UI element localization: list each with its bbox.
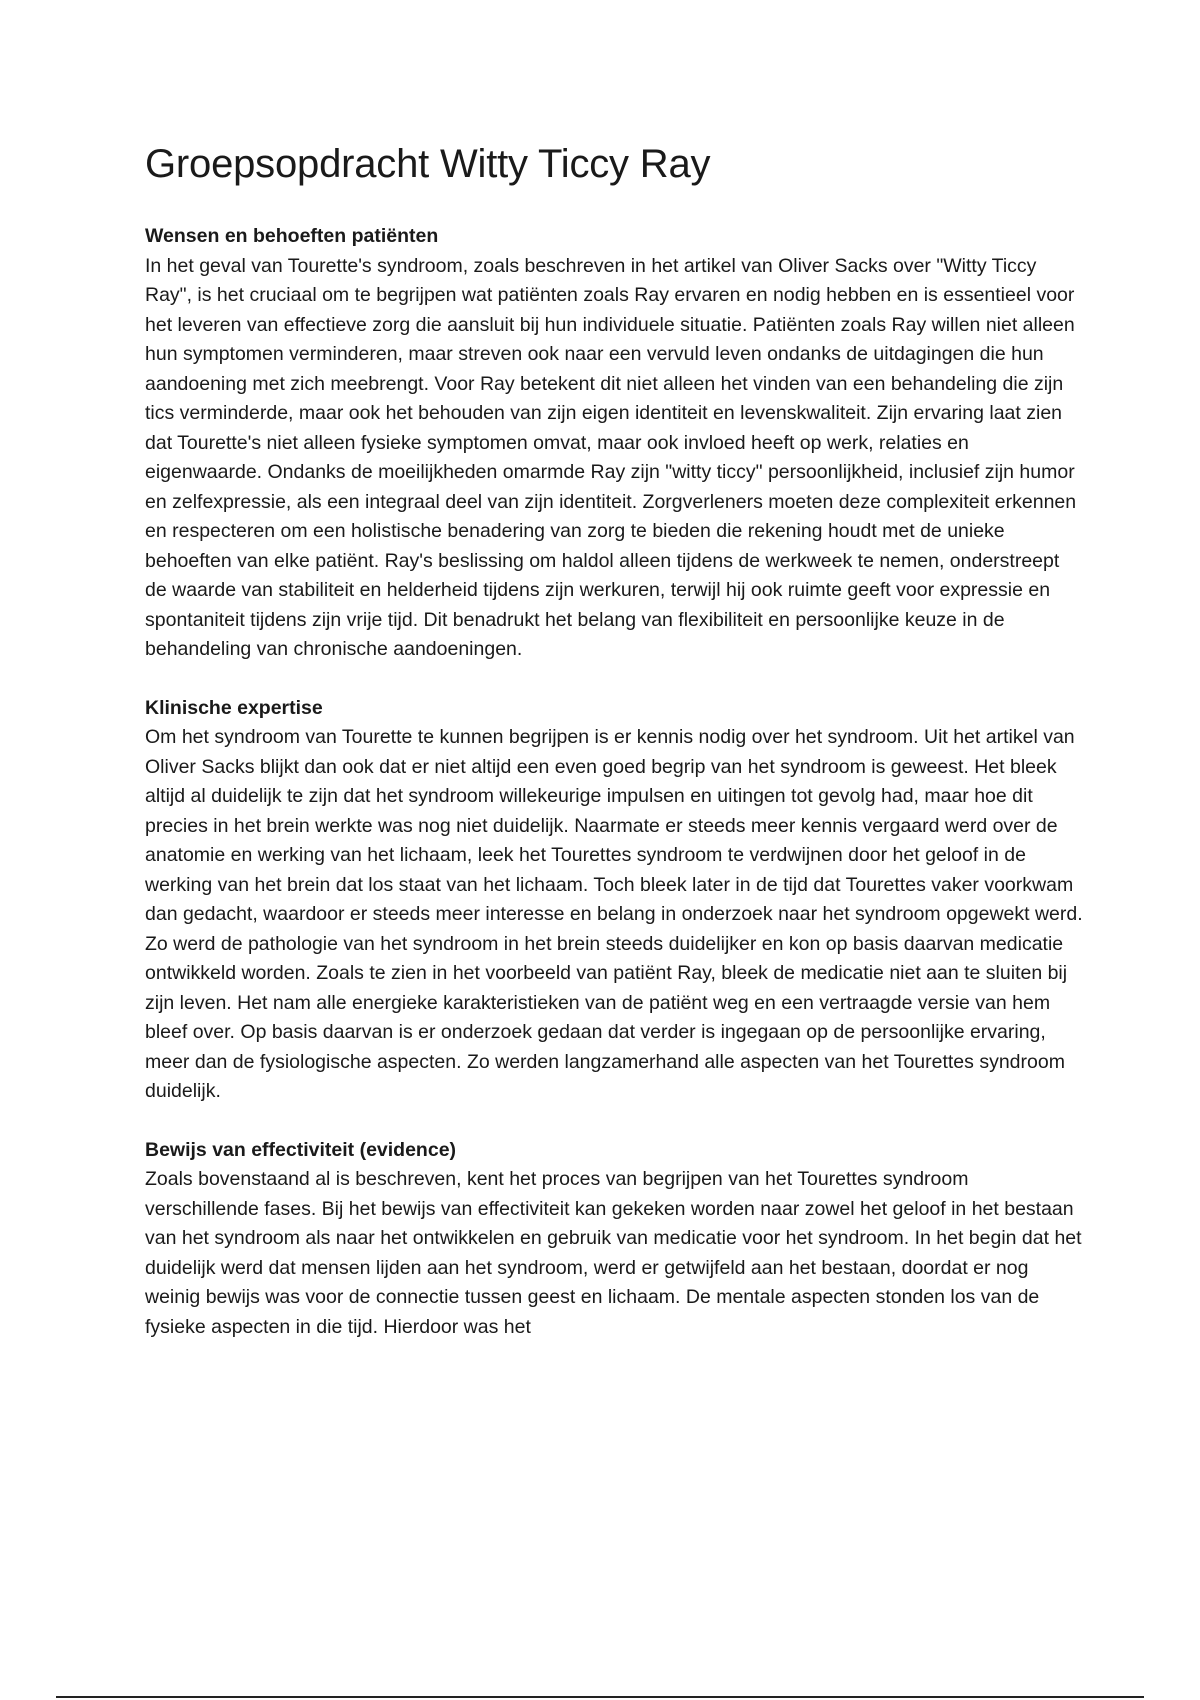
section-klinische-expertise: [145, 694, 1085, 1107]
section-heading: Klinische expertise: [145, 696, 323, 719]
section-body: In het geval van Tourette's syndroom, zoals beschreven in het artikel van Oliver Sacks over "Witty Ticcy Ray", is het cruciaal om te begrijpen wat patiënten zoals Ray ervaren en nodig hebben en is essentieel voor het leveren van effectieve zorg die aansluit bij hun individuele situatie. Patiënten zoals Ray willen niet alleen hun symptomen verminderen, maar streven ook naar een vervuld leven ondanks de uitdagingen die hun aandoening met zich meebrengt. Voor Ray betekent dit niet alleen het vinden van een behandeling die zijn tics verminderde, maar ook het behouden van zijn eigen identiteit en levenskwaliteit. Zijn ervaring laat zien dat Tourette's niet alleen fysieke symptomen omvat, maar ook invloed heeft op werk, relaties en eigenwaarde. Ondanks de moeilijkheden omarmde Ray zijn "witty ticcy" persoonlijkheid, inclusief zijn humor en zelfexpressie, als een integraal deel van zijn identiteit. Zorgverleners moeten deze complexiteit erkennen en respecteren om een holistische benadering van zorg te bieden die rekening houdt met de unieke behoeften van elke patiënt. Ray's beslissing om haldol alleen tijdens de werkweek te nemen, onderstreept de waarde van stabiliteit en helderheid tijdens zijn werkuren, terwijl hij ook ruimte geeft voor expressie en spontaniteit tijdens zijn vrije tijd. Dit benadrukt het belang van flexibiliteit en persoonlijke keuze in de behandeling van chronische aandoeningen.: [145, 254, 1077, 660]
section-bewijs-van-effectiviteit: [145, 1136, 1085, 1343]
document-title: Groepsopdracht Witty Ticcy Ray: [145, 142, 711, 186]
section-heading: Bewijs van effectiviteit (evidence): [145, 1138, 457, 1161]
section-heading: Wensen en behoeften patiënten: [145, 225, 439, 247]
section-body: Zoals bovenstaand al is beschreven, kent het proces van begrijpen van het Tourettes syndroom verschillende fases. Bij het bewijs van effectiviteit kan gekeken worden naar zowel het geloof in het bestaan van het syndroom als naar het ontwikkelen en gebruik van medicatie voor het syndroom. In het begin dat het duidelijk werd dat mensen lijden aan het syndroom, werd er getwijfeld aan het bestaan, doordat er nog weinig bewijs was voor de connectie tussen geest en lichaam. De mentale aspecten stonden los van de fysieke aspecten in die tijd. Hierdoor was het: [145, 1168, 1082, 1338]
document-page: [145, 140, 1085, 1371]
section-wensen-en-behoeften: [145, 222, 1085, 665]
section-body: Om het syndroom van Tourette te kunnen begrijpen is er kennis nodig over het syndroom. Uit het artikel van Oliver Sacks blijkt dan ook dat er niet altijd een even goed begrip van het syndroom is geweest. Het bleek altijd al duidelijk te zijn dat het syndroom willekeurige impulsen en uitingen tot gevolg had, maar hoe dit precies in het brein werkte was nog niet duidelijk. Naarmate er steeds meer kennis vergaard werd over de anatomie en werking van het lichaam, leek het Tourettes syndroom te verdwijnen door het geloof in de werking van het brein dat los staat van het lichaam. Toch bleek later in de tijd dat Tourettes vaker voorkwam dan gedacht, waardoor er steeds meer interesse en belang in onderzoek naar het syndroom opgewekt werd. Zo werd de pathologie van het syndroom in het brein steeds duidelijker en kon op basis daarvan medicatie ontwikkeld worden. Zoals te zien in het voorbeeld van patiënt Ray, bleek de medicatie niet aan te sluiten bij zijn leven. Het nam alle energieke karakteristieken van de patiënt weg en een vertraagde versie van hem bleef over. Op basis daarvan is er onderzoek gedaan dat verder is ingegaan op de persoonlijke ervaring, meer dan de fysiologische aspecten. Zo werden langzamerhand alle aspecten van het Tourettes syndroom duidelijk.: [145, 726, 1083, 1102]
page-bottom-rule: [56, 1696, 1144, 1698]
